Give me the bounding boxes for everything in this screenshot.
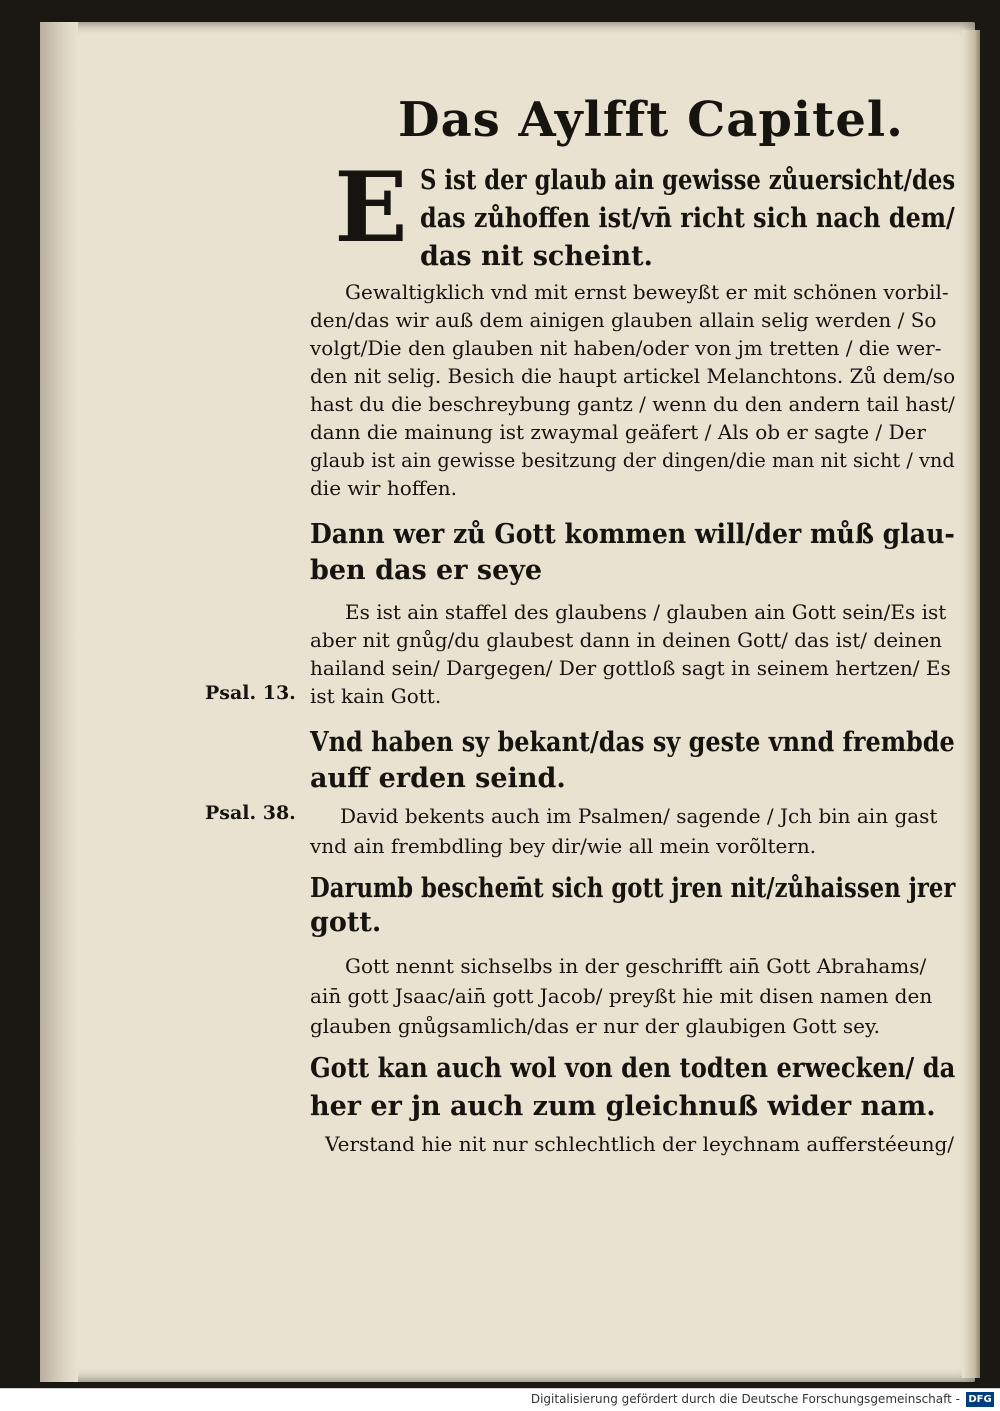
drop-cap: E: [334, 151, 408, 264]
verse-line: Darumb beschem̄t sich gott jren nit/zůhaissen jrer: [310, 873, 956, 904]
commentary-line: hailand sein/ Dargegen/ Der gottloß sagt in seinem hertzen/ Es: [310, 656, 951, 680]
footer-bar: [0, 1388, 1000, 1411]
verse-line: Gott kan auch wol von den todten erwecken/ da: [310, 1053, 956, 1084]
verse-line: Dann wer zů Gott kommen will/der můß glau-: [310, 519, 955, 550]
commentary-line: vnd ain frembdling bey dir/wie all mein vorõltern.: [310, 834, 817, 858]
verse-line: auff erden seind.: [310, 763, 566, 794]
verse-line: ben das er seye: [310, 555, 543, 586]
page-gutter: [40, 22, 78, 1382]
commentary-line: Gewaltigklich vnd mit ernst beweyßt er mit schönen vorbil-: [345, 280, 949, 304]
commentary-line: glaub ist ain gewisse besitzung der dingen/die man nit sicht / vnd: [310, 448, 955, 472]
verse-line: gott.: [310, 907, 382, 938]
dfg-logo: DFG: [966, 1392, 994, 1407]
margin-note: Psal. 13.: [205, 682, 296, 704]
margin-note: Psal. 38.: [205, 802, 296, 824]
commentary-line: Verstand hie nit nur schlechtlich der leychnam aufferstéeung/: [325, 1132, 955, 1156]
commentary-line: den nit selig. Besich die haupt artickel Melanchtons. Zů dem/so: [310, 364, 956, 388]
funding-credit: Digitalisierung gefördert durch die Deutsche Forschungsgemeinschaft -: [530, 1392, 960, 1406]
commentary-line: ain̄ gott Jsaac/ain̄ gott Jacob/ preyßt hie mit disen namen den: [310, 984, 933, 1008]
chapter-title: Das Aylfft Capitel.: [398, 92, 904, 148]
verse-line: Vnd haben sy bekant/das sy geste vnnd frembde: [310, 727, 955, 758]
commentary-line: ist kain Gott.: [310, 684, 442, 708]
commentary-line: Gott nennt sichselbs in der geschrifft ain̄ Gott Abrahams/: [345, 954, 927, 978]
verse-line: her er jn auch zum gleichnuß wider nam.: [310, 1091, 936, 1122]
commentary-line: den/das wir auß dem ainigen glauben allain selig werden / So: [310, 308, 937, 332]
commentary-line: Es ist ain staffel des glaubens / glauben ain Gott sein/Es ist: [345, 600, 947, 624]
opening-line: S ist der glaub ain gewisse zůuersicht/des: [420, 165, 956, 196]
commentary-line: dann die mainung ist zwaymal geäfert / Als ob er sagte / Der: [310, 420, 926, 444]
commentary-line: glauben gnůgsamlich/das er nur der glaubigen Gott sey.: [310, 1014, 880, 1038]
commentary-line: David bekents auch im Psalmen/ sagende / Jch bin ain gast: [340, 804, 938, 828]
commentary-line: aber nit gnůg/du glaubest dann in deinen Gott/ das ist/ deinen: [310, 628, 943, 652]
commentary-line: volgt/Die den glauben nit haben/oder von jm tretten / die wer-: [310, 336, 942, 360]
opening-line: das zůhoffen ist/vn̄ richt sich nach dem/: [420, 203, 955, 234]
commentary-line: hast du die beschreybung gantz / wenn du den andern tail hast/: [310, 392, 955, 416]
opening-line: das nit scheint.: [420, 241, 653, 272]
page-fore-edge: [962, 30, 980, 1378]
commentary-line: die wir hoffen.: [310, 476, 458, 500]
